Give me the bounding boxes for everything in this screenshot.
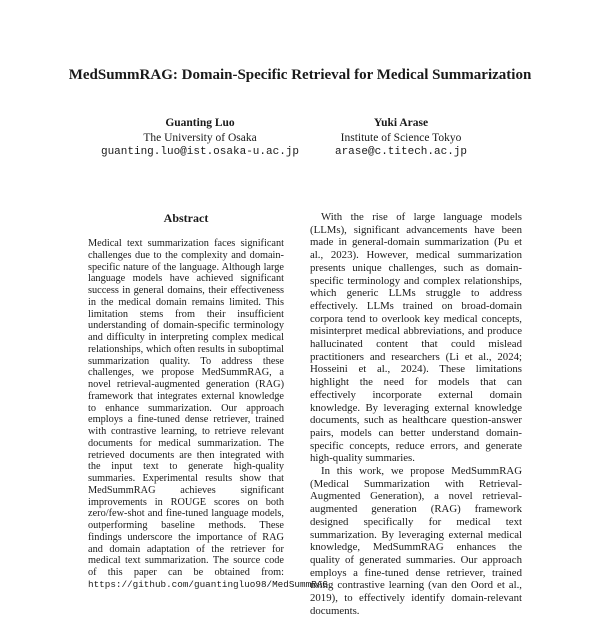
paper-title: MedSummRAG: Domain-Specific Retrieval for Medical Summarization	[68, 67, 532, 83]
author-block-1	[95, 116, 305, 160]
intro-paragraph: In this work, we propose MedSummRAG (Medical Summarization with Retrieval-Augmented Generation), a novel retrieval-augmented generation (RAG) framework designed specifically for medical text summarization. By leveraging external medical knowledge, MedSummRAG enhances the quality of generated summaries. Our approach employs a fine-tuned dense retriever, trained using contrastive learning (van den Oord et al., 2019), to effectively identify domain-relevant documents.	[310, 465, 522, 617]
abstract-text: Medical text summarization faces significant challenges due to the complexity and domain-specific nature of the language. Although large language models have achieved significant success in general domains, their effectiveness in the medical domain remains limited. This limitation stems from their insufficient understanding of domain-specific terminology and difficulty in interpreting complex medical relationships, which often results in suboptimal summarization quality. To address these challenges, we propose MedSummRAG, a novel retrieval-augmented generation (RAG) framework that integrates external knowledge to enhance summarization. Our approach employs a fine-tuned dense retriever, trained with contrastive learning, to retrieve relevant documents for medical summarization. The retrieved documents are then integrated with the input text to generate high-quality summaries. Experimental results show that MedSummRAG achieves significant improvements in ROUGE scores on both zero/few-shot and fine-tuned language models, outperforming baseline methods. These findings underscore the importance of RAG and domain adaptation of the retriever for medical text summarization. The source code of this paper can be obtained from:	[88, 238, 284, 578]
author-name: Guanting Luo	[165, 117, 235, 129]
author-email: arase@c.titech.ac.jp	[334, 146, 468, 158]
abstract-heading: Abstract	[163, 211, 209, 225]
author-block-2	[296, 116, 506, 160]
intro-paragraph: With the rise of large language models (LLMs), significant advancements have been made in general-domain summarization (Pu et al., 2023). However, medical summarization presents unique challenges, such as domain-specific terminology and complex relationships, which generic LLMs struggle to address effectively. LLMs trained on broad-domain corpora tend to overlook key medical concepts, misinterpret medical abbreviations, and produce hallucinated content that could mislead practitioners and researchers (Li et al., 2024; Hosseini et al., 2024). These limitations highlight the need for models that can effectively incorporate external domain knowledge. By leveraging external knowledge documents, such as healthcare question-answer pairs, models can better understand domain-specific concepts, reduce errors, and generate high-quality summaries.	[310, 211, 522, 465]
author-name: Yuki Arase	[373, 117, 429, 129]
introduction-column	[310, 211, 522, 618]
author-affiliation: The University of Osaka	[143, 131, 257, 144]
abstract	[88, 238, 328, 591]
author-email: guanting.luo@ist.osaka-u.ac.jp	[100, 146, 300, 158]
code-link[interactable]: https://github.com/guantingluo98/MedSummRAG	[88, 578, 328, 590]
author-affiliation: Institute of Science Tokyo	[340, 131, 462, 144]
